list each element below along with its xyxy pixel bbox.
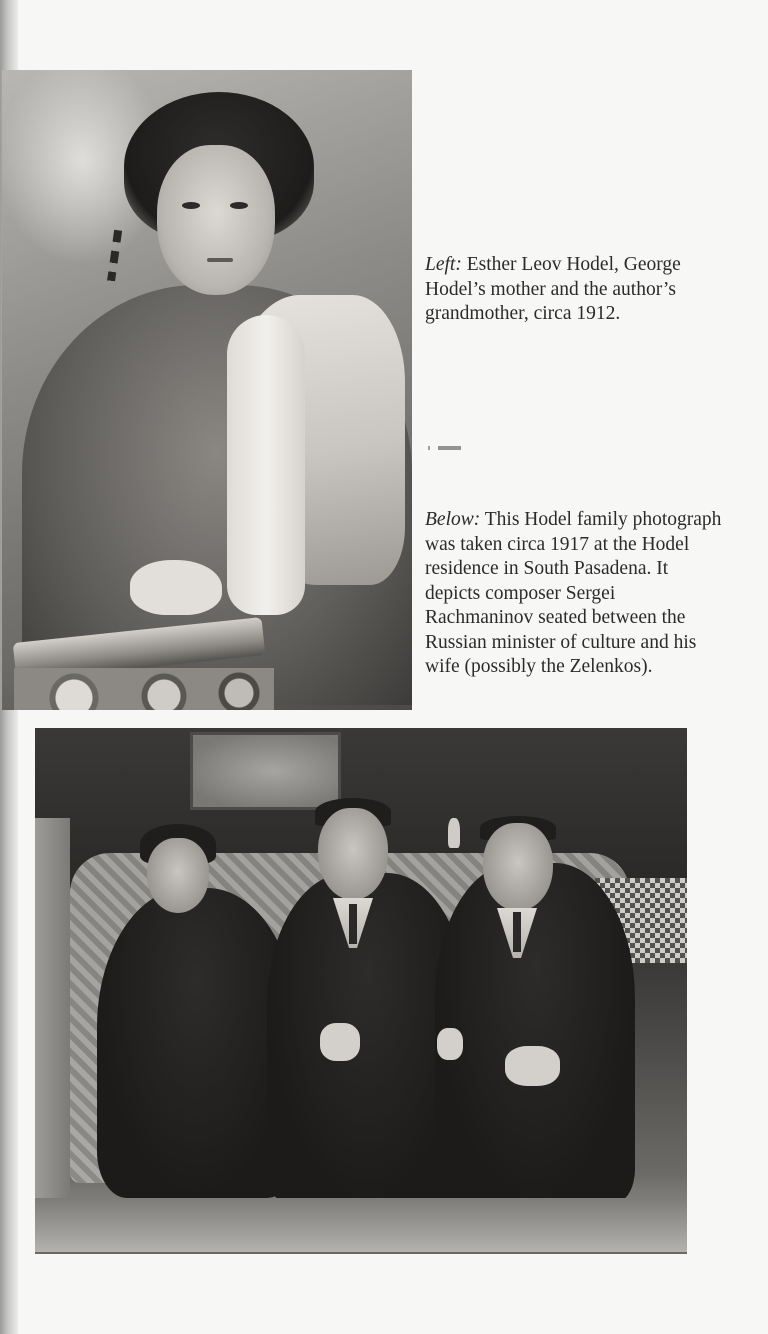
photo-rachmaninov-hand-2 [437,1028,463,1060]
photo-man-right-face [483,823,553,911]
photo-figure-arm [227,315,305,615]
caption-top-text: Esther Leov Hodel, George Hodel’s mother and the author’s grandmother, circa 1912. [425,254,681,324]
photo-chair-carving [14,668,274,710]
photo-figure-hand [130,560,222,615]
photo-wall-ornament [448,818,460,848]
group-photo-hodel-family [35,728,687,1254]
photo-figure-face [157,145,275,295]
photo-rachmaninov-hand [320,1023,360,1061]
photo-rachmaninov-face [318,808,388,900]
photo-ink-mark [106,230,122,291]
photo-man-right-tie [513,912,521,952]
caption-top-photo [425,253,725,327]
caption-bottom-text: This Hodel family photograph was taken circa 1917 at the Hodel residence in South Pasadena. It depicts composer Sergei Rachmaninov seated between the Russian minister of culture and his wife (possibly the Zelenkos). [425,509,722,677]
caption-bottom-lead: Below: [425,509,481,530]
stray-ink-mark [423,446,463,450]
photo-rachmaninov-tie [349,904,357,944]
portrait-photo-esther-hodel [2,70,412,710]
photo-wall-painting [190,732,341,810]
caption-bottom-photo [425,508,725,680]
photo-floor [35,1198,687,1252]
photo-man-right-hands [505,1046,560,1086]
caption-top-lead: Left: [425,254,462,275]
photo-woman-face [147,838,209,913]
photo-figure-eye-right [230,202,248,209]
photo-figure-mouth [207,258,233,262]
photo-figure-eye-left [182,202,200,209]
photo-wall-left [35,818,70,1238]
